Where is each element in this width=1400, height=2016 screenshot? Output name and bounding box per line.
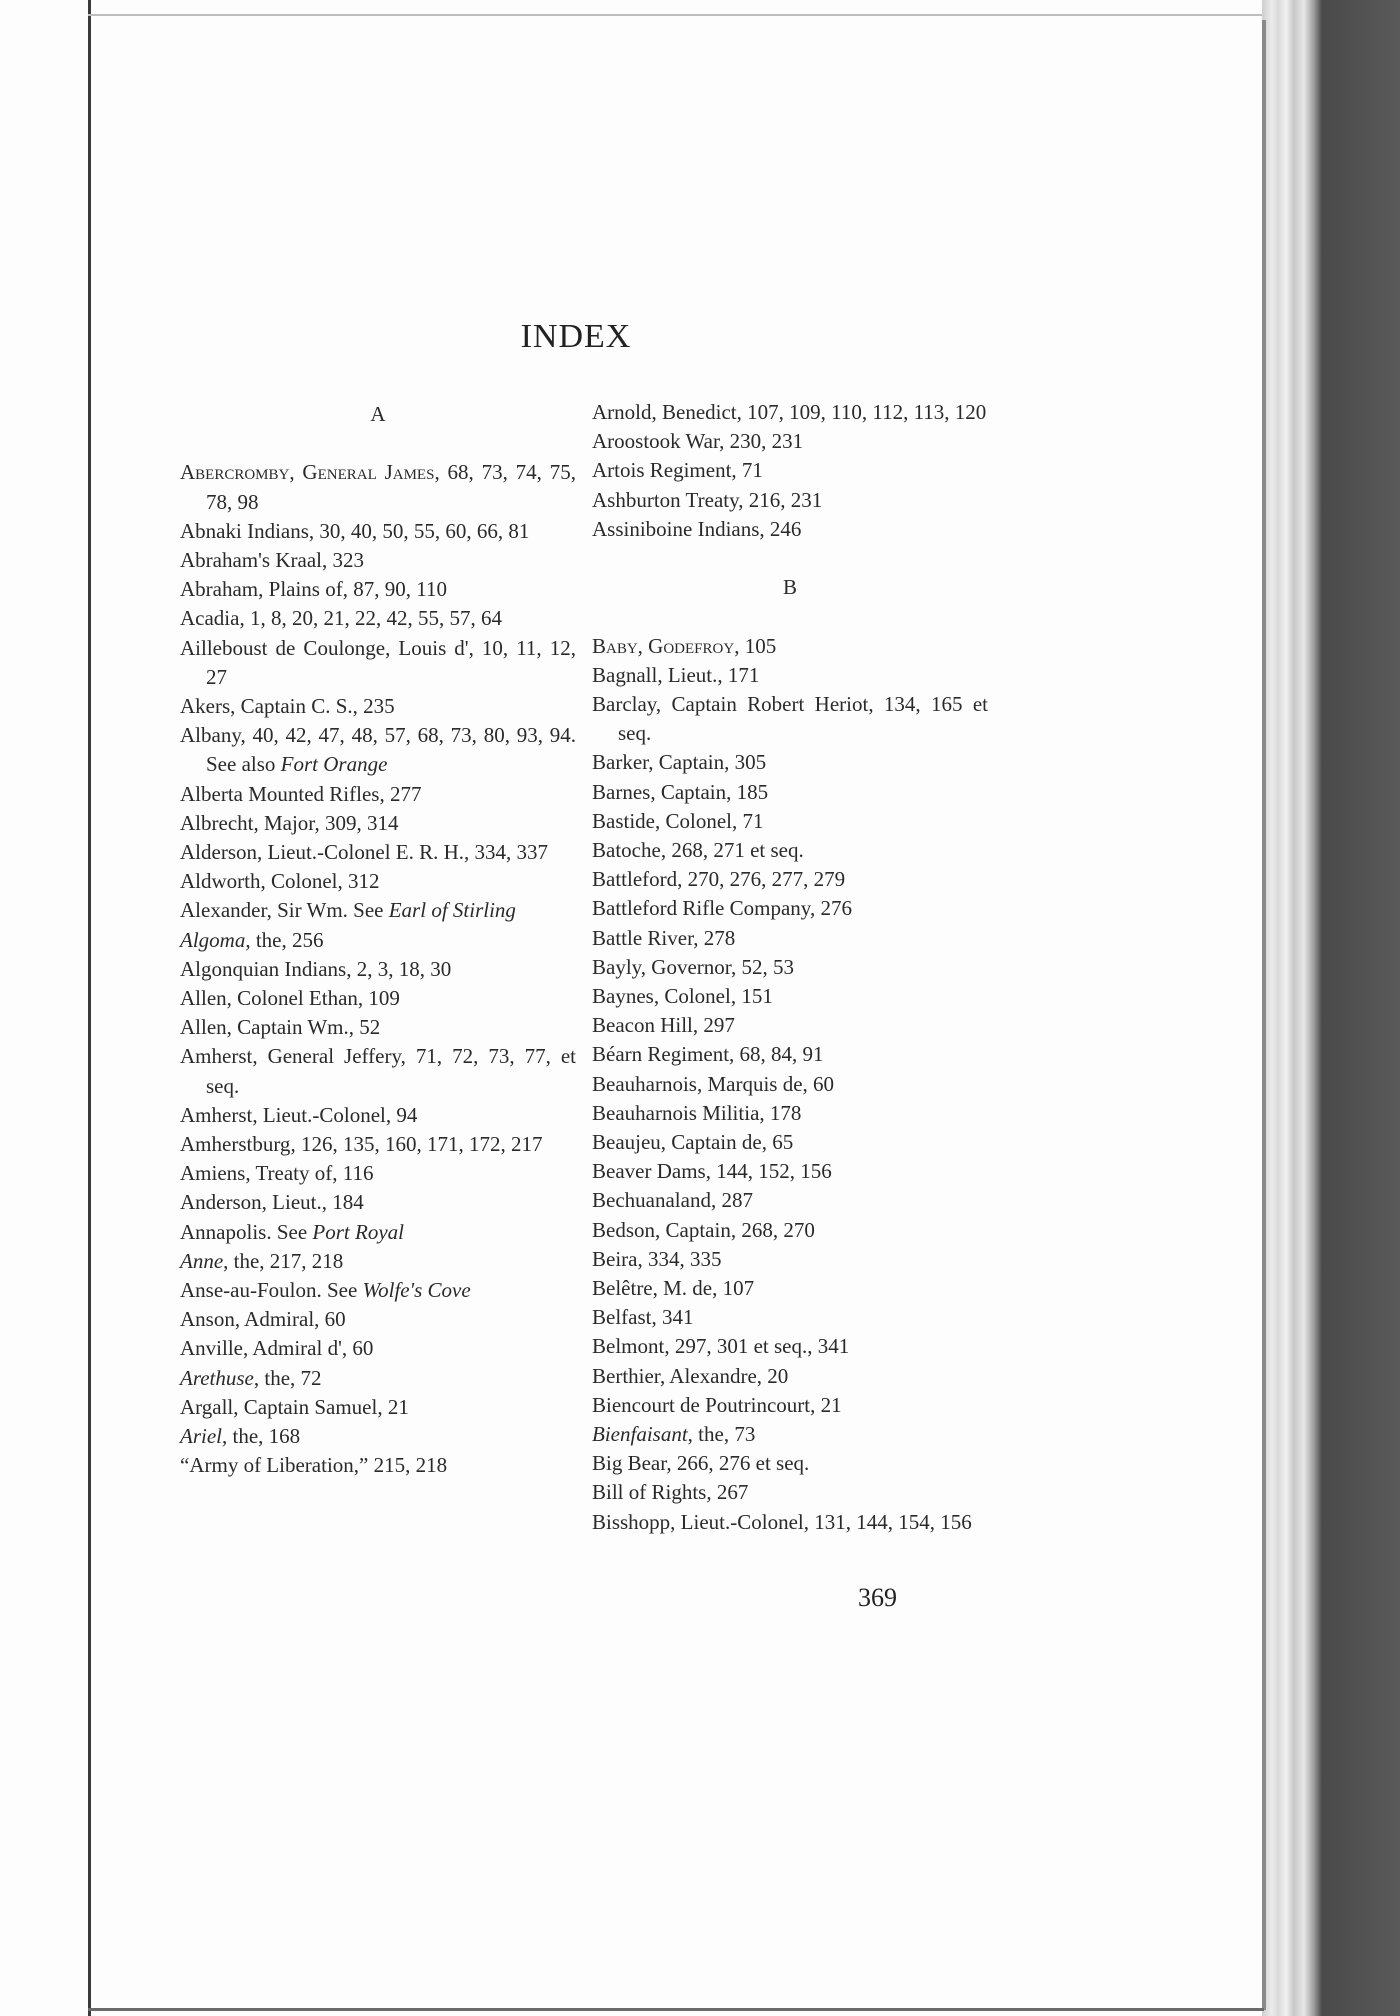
entry-pages: , 71 (732, 808, 764, 833)
index-entry (592, 515, 988, 544)
entry-list-b (592, 632, 988, 1537)
entry-pages: , 40, 42, 47, 48, 57, 68, 73, 80, 93, 94. See also (206, 723, 576, 777)
entry-name: Alexander, Sir Wm. (180, 898, 348, 923)
index-entry (180, 1276, 576, 1305)
index-entry (180, 926, 576, 955)
index-entry (592, 1186, 988, 1215)
entry-pages: , 309, 314 (314, 810, 399, 835)
entry-name: Abnaki Indians (180, 518, 309, 543)
entry-name: Berthier, Alexandre (592, 1363, 757, 1388)
index-entry (180, 692, 576, 721)
entry-pages: , 276 (809, 896, 852, 921)
entry-name: Amherstburg (180, 1132, 291, 1157)
entry-pages: , 126, 135, 160, 171, 172, 217 (290, 1132, 543, 1157)
entry-pages: , the, 72 (253, 1365, 322, 1390)
entry-name: Bedson, Captain (592, 1217, 731, 1242)
entry-pages: , 246 (759, 516, 802, 541)
index-entry (180, 780, 576, 809)
index-entry (180, 1422, 576, 1451)
entry-pages: , 268, 270 (730, 1217, 815, 1242)
entry-name: Battleford Rifle Company (592, 896, 810, 921)
entry-pages: , 305 (724, 750, 767, 775)
entry-name: Belêtre, M. de (592, 1276, 713, 1301)
index-entry (180, 546, 576, 575)
index-entry (592, 748, 988, 777)
entry-pages: , 52 (348, 1015, 381, 1040)
entry-name: Amherst, Lieut.-Colonel (180, 1102, 386, 1127)
entry-pages: , 178 (759, 1100, 802, 1125)
section-letter-a: A (370, 402, 386, 426)
index-entry (592, 398, 988, 427)
entry-name: Baby, Godefroy (592, 633, 735, 658)
index-entry (180, 1393, 576, 1422)
entry-name: Big Bear (592, 1451, 667, 1476)
index-entry (180, 867, 576, 896)
entry-name: Annapolis. (180, 1219, 272, 1244)
index-entry (592, 1128, 988, 1157)
index-entry (180, 955, 576, 984)
entry-name: Bagnall, Lieut. (592, 662, 718, 687)
index-entry (592, 1391, 988, 1420)
page-edge-shadow (1262, 20, 1266, 2010)
entry-name: Alberta Mounted Rifles (180, 781, 380, 806)
entry-name: Baynes, Colonel (592, 984, 731, 1009)
entry-pages: , 134, 165 et seq. (618, 691, 988, 746)
entry-name: “Army of Liberation,” (180, 1453, 369, 1478)
entry-name: Beauharnois Militia (592, 1100, 760, 1125)
entry-name: Bienfaisant (592, 1422, 688, 1447)
entry-see-reference: Port Royal (312, 1219, 404, 1244)
index-column-left (180, 398, 576, 1480)
index-entry (180, 838, 576, 867)
index-entry (180, 1334, 576, 1363)
entry-pages: , 107, 109, 110, 112, 113, 120 (736, 400, 987, 424)
entry-name: Albany (180, 723, 241, 748)
entry-name: Bill of Rights (592, 1480, 707, 1505)
index-entry (180, 604, 576, 633)
entry-pages: , 151 (730, 984, 773, 1009)
entry-name: Artois Regiment (592, 458, 732, 483)
entry-name: Algoma (180, 927, 246, 952)
index-entry (592, 690, 988, 748)
entry-pages: , 334, 335 (637, 1246, 722, 1271)
entry-pages: , 131, 144, 154, 156 (803, 1509, 972, 1534)
index-entry (592, 778, 988, 807)
index-entry (592, 1011, 988, 1040)
entry-pages: , 323 (321, 547, 364, 572)
page-bottom-edge (88, 2008, 1264, 2011)
entry-name: Belmont (592, 1334, 665, 1359)
index-entry (592, 661, 988, 690)
index-entry (592, 1245, 988, 1274)
entry-name: Anse-au-Foulon. (180, 1278, 322, 1303)
index-column-right (592, 398, 988, 1537)
entry-pages: , 185 (726, 779, 769, 804)
entry-name: Biencourt de Poutrincourt (592, 1392, 811, 1417)
entry-pages: , 109 (357, 986, 400, 1011)
entry-pages: , 171 (717, 662, 760, 687)
entry-name: Abraham, Plains of (180, 577, 343, 602)
entry-name: Ashburton Treaty (592, 487, 739, 512)
entry-pages: , 230, 231 (719, 429, 804, 454)
index-entry (592, 1362, 988, 1391)
entry-pages: , 144, 152, 156 (705, 1159, 832, 1184)
index-entry (180, 517, 576, 546)
entry-pages: , 1, 8, 20, 21, 22, 42, 55, 57, 64 (239, 606, 502, 631)
entry-name: Algonquian Indians (180, 956, 347, 981)
entry-see-reference: Wolfe's Cove (362, 1278, 471, 1303)
index-entry (180, 634, 576, 692)
entry-name: Assiniboine Indians (592, 516, 760, 541)
entry-name: Belfast (592, 1305, 652, 1330)
entry-name: Arethuse (180, 1365, 254, 1390)
entry-pages: , 71 (731, 458, 763, 483)
index-entry (180, 1130, 576, 1159)
entry-pages: , 270, 276, 277, 279 (677, 867, 846, 892)
page-title: INDEX (520, 318, 632, 355)
entry-pages: , 116 (332, 1161, 374, 1186)
entry-name: Bisshopp, Lieut.-Colonel (592, 1509, 804, 1534)
index-entry (180, 896, 576, 925)
entry-pages: , 278 (693, 925, 736, 950)
entry-name: Aroostook War (592, 429, 720, 454)
entry-name: Bayly, Governor (592, 954, 731, 979)
entry-pages: , 184 (321, 1190, 364, 1215)
entry-pages: , 21 (810, 1392, 842, 1417)
entry-name: Ariel (180, 1424, 222, 1449)
entry-pages: , 68, 84, 91 (729, 1042, 824, 1067)
entry-pages: , 268, 271 et seq. (660, 838, 804, 862)
index-entry (180, 1013, 576, 1042)
index-entry (180, 1188, 576, 1217)
entry-name: Bechuanaland (592, 1188, 711, 1213)
entry-name: Anson, Admiral (180, 1307, 315, 1332)
entry-name: Amherst, General Jeffery (180, 1044, 401, 1069)
index-entry (592, 1157, 988, 1186)
entry-name: Beacon Hill (592, 1013, 693, 1038)
index-entry (180, 721, 576, 779)
entry-name: Bastide, Colonel (592, 808, 732, 833)
entry-name: Albrecht, Major (180, 810, 315, 835)
entry-name: Acadia (180, 606, 240, 631)
entry-pages: , 297, 301 et seq., 341 (664, 1334, 850, 1359)
index-entry (180, 1159, 576, 1188)
index-entry (180, 984, 576, 1013)
index-entry (180, 1364, 576, 1393)
page-top-edge (88, 14, 1264, 16)
index-entry (592, 1449, 988, 1478)
index-entry (592, 1508, 988, 1537)
entry-name: Barclay, Captain Robert Heriot (592, 691, 869, 716)
entry-pages: See (321, 1278, 363, 1303)
index-entry (180, 1218, 576, 1247)
entry-name: Battle River (592, 925, 694, 950)
index-entry (592, 456, 988, 485)
index-entry (592, 953, 988, 982)
entry-name: Alderson, Lieut.-Colonel E. R. H. (180, 840, 465, 865)
index-entry (592, 1303, 988, 1332)
index-entry (592, 1332, 988, 1361)
entry-name: Barker, Captain (592, 750, 725, 775)
entry-name: Beauharnois, Marquis de (592, 1071, 803, 1096)
entry-name: Abraham's Kraal (180, 547, 322, 572)
entry-see-reference: Fort Orange (280, 752, 388, 777)
entry-pages: , 87, 90, 110 (342, 577, 447, 602)
index-entry (180, 575, 576, 604)
index-entry (592, 1274, 988, 1303)
entry-pages: , 297 (692, 1013, 735, 1038)
binding-edge-line (88, 0, 91, 2016)
page-number: 369 (858, 1583, 897, 1612)
entry-pages: , 267 (706, 1480, 749, 1505)
entry-name: Batoche (592, 838, 661, 862)
index-entry (592, 1099, 988, 1128)
entry-pages: See (271, 1219, 313, 1244)
entry-pages: , 65 (761, 1130, 794, 1155)
index-entry (592, 486, 988, 515)
index-entry (592, 894, 988, 923)
index-entry (592, 427, 988, 456)
index-entry (180, 1042, 576, 1100)
index-entry (592, 632, 988, 661)
entry-name: Anderson, Lieut. (180, 1190, 322, 1215)
entry-name: Arnold, Benedict (592, 400, 737, 424)
index-entry (592, 1420, 988, 1449)
entry-pages: , 52, 53 (730, 954, 794, 979)
entry-name: Allen, Captain Wm. (180, 1015, 349, 1040)
entry-name: Battleford (592, 867, 678, 892)
entry-name: Akers, Captain C. S. (180, 694, 353, 718)
entry-pages: , 312 (337, 869, 380, 894)
entry-pages: See (347, 898, 389, 923)
entry-pages: , 21 (377, 1394, 409, 1419)
index-entry (592, 865, 988, 894)
entry-pages: , 2, 3, 18, 30 (346, 956, 452, 981)
entry-name: Béarn Regiment (592, 1042, 730, 1067)
entry-list-a (180, 458, 576, 1480)
index-entry (592, 1216, 988, 1245)
index-entry (180, 1101, 576, 1130)
entry-see-reference: Earl of Stirling (388, 898, 516, 923)
entry-name: Ailleboust de Coulonge, Louis d' (180, 635, 469, 660)
entry-pages: , 71, 72, 73, 77, et seq. (206, 1044, 577, 1098)
entry-pages: , the, 217, 218 (223, 1248, 344, 1273)
section-spacer (592, 544, 988, 573)
entry-pages: , 68, 73, 74, 75, 78, 98 (206, 460, 576, 514)
entry-pages: , 266, 276 et seq. (666, 1451, 810, 1476)
entry-pages: 215, 218 (368, 1453, 448, 1478)
entry-pages: , 60 (341, 1336, 374, 1361)
entry-name: Anne (180, 1248, 224, 1273)
section-letter-b: B (782, 575, 797, 600)
index-entry (180, 1451, 576, 1480)
entry-name: Anville, Admiral d' (180, 1336, 342, 1361)
entry-pages: , 107 (712, 1276, 755, 1301)
index-entry (592, 1478, 988, 1507)
entry-pages: , 277 (379, 781, 422, 806)
entry-list-a-continued (592, 398, 988, 544)
index-entry (592, 1040, 988, 1069)
entry-pages: , 20 (756, 1363, 789, 1388)
index-entry (180, 1247, 576, 1276)
book-page-edges (1262, 0, 1400, 2016)
entry-name: Abercromby, General James (180, 460, 435, 485)
entry-pages: , 235 (352, 694, 395, 718)
index-entry (592, 982, 988, 1011)
index-entry (592, 924, 988, 953)
entry-pages: , 334, 337 (464, 840, 549, 865)
entry-name: Beaujeu, Captain de (592, 1130, 762, 1155)
entry-pages: , 30, 40, 50, 55, 60, 66, 81 (308, 518, 530, 543)
entry-pages: , 105 (734, 633, 777, 658)
entry-pages: , 60 (314, 1307, 346, 1332)
entry-pages: , the, 73 (687, 1422, 756, 1447)
index-entry (180, 809, 576, 838)
index-entry (592, 836, 988, 865)
entry-pages: , 287 (710, 1188, 753, 1213)
entry-name: Barnes, Captain (592, 779, 727, 804)
entry-name: Beira (592, 1246, 638, 1271)
entry-pages: , the, 168 (222, 1424, 301, 1449)
index-entry (180, 1305, 576, 1334)
entry-name: Aldworth, Colonel (180, 869, 338, 894)
index-entry (180, 458, 576, 516)
entry-pages: , 60 (802, 1071, 835, 1096)
entry-pages: , the, 256 (245, 927, 324, 952)
entry-pages: , 94 (385, 1102, 418, 1127)
entry-pages: , 216, 231 (738, 487, 823, 512)
entry-name: Beaver Dams (592, 1159, 706, 1184)
entry-name: Argall, Captain Samuel (180, 1394, 378, 1419)
index-entry (592, 807, 988, 836)
entry-pages: , 341 (651, 1305, 694, 1330)
index-entry (592, 1070, 988, 1099)
entry-pages: , 10, 11, 12, 27 (206, 635, 576, 689)
entry-name: Amiens, Treaty of (180, 1161, 333, 1186)
entry-name: Allen, Colonel Ethan (180, 986, 358, 1011)
